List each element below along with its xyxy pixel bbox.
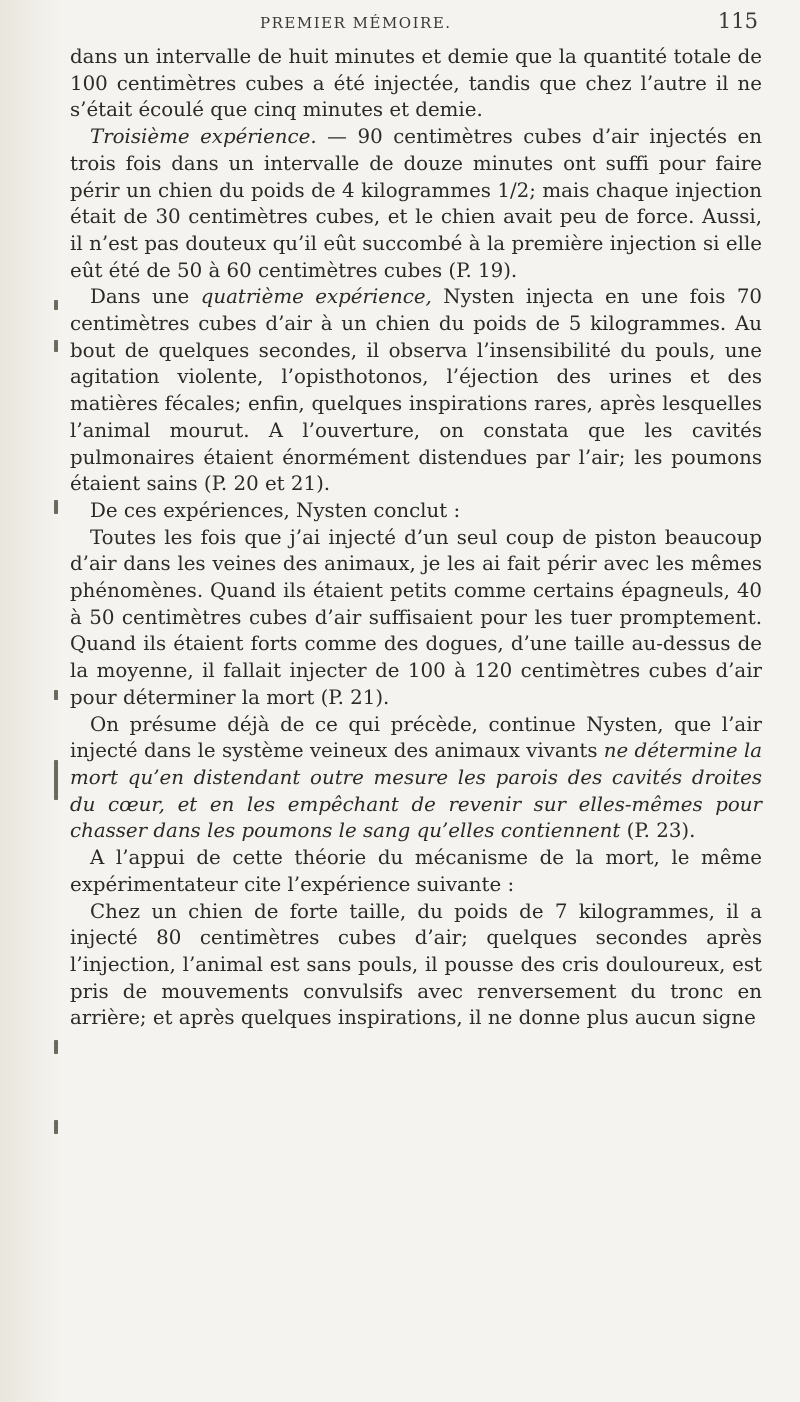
- text-run: dans un intervalle de huit minutes et demie que la quantité totale de 100 centimètres cubes a été injectée, tandis que chez l’autre il ne s’était écoulé que cinq minutes et demie.: [70, 45, 762, 122]
- paragraph: [70, 44, 762, 124]
- paragraph: [70, 124, 762, 284]
- body-text: [70, 44, 762, 1032]
- gutter-mark: [54, 1120, 58, 1134]
- text-run: A l’appui de cette théorie du mécanisme de la mort, le même expérimentateur cite l’expérience suivante :: [70, 846, 762, 896]
- italic-text: Troisième expérience.: [90, 125, 317, 149]
- paragraph: [70, 284, 762, 498]
- italic-text: ne détermine la mort qu’en distendant outre mesure les parois des cavités droites du cœur, et en les empêchant de revenir sur elles-mêmes pour chasser dans les poumons le sang qu’elles contiennent: [70, 739, 762, 843]
- paragraph: [70, 712, 762, 846]
- text-run: — 90 centimètres cubes d’air injectés en trois fois dans un intervalle de douze minutes ont suffi pour faire périr un chien du poids de 4 kilogrammes 1/2; mais chaque injection était de 30 centimètres cubes, et le chien avait peu de force. Aussi, il n’est pas douteux qu’il eût succombé à la première injection si elle eût été de 50 à 60 centimètres cubes (P. 19).: [70, 125, 763, 282]
- text-run: On présume déjà de ce qui précède, continue Nysten, que l’air injecté dans le système veineux des animaux vivants: [70, 712, 762, 763]
- gutter-mark: [54, 1040, 58, 1054]
- paragraph: [70, 899, 762, 1033]
- text-run: Dans une: [90, 285, 201, 309]
- page-header: [60, 6, 760, 40]
- gutter-mark: [54, 300, 58, 310]
- text-run: Toutes les fois que j’ai injecté d’un seul coup de piston beaucoup d’air dans les veines des animaux, je les ai fait périr avec les mêmes phénomènes. Quand ils étaient petits comme certains épagneuls, 40 à 50 centimètres cubes d’air suffisaient pour les tuer promptement. Quand ils étaient forts comme des dogues, d’une taille au-dessus de la moyenne, il fallait injecter de 100 à 120 centimètres cubes d’air pour déterminer la mort (P. 21).: [70, 525, 762, 709]
- gutter-mark: [54, 690, 58, 700]
- paragraph: [70, 525, 762, 712]
- page-number: 115: [717, 9, 758, 33]
- italic-text: quatrième expérience,: [200, 285, 432, 309]
- text-run: (P. 23).: [620, 819, 696, 843]
- paragraph: [70, 498, 762, 525]
- gutter-mark: [54, 340, 58, 352]
- text-run: Nysten injecta en une fois 70 centimètres cubes d’air à un chien du poids de 5 kilogrammes. Au bout de quelques secondes, il observa l’insensibilité du pouls, une agitation violente, l’opisthotonos, l’éjection des urines et des matières fécales; enfin, quelques inspirations rares, après lesquelles l’animal mourut. A l’ouverture, on constata que les cavités pulmonaires étaient énormément distendues par l’air; les poumons étaient sains (P. 20 et 21).: [70, 285, 763, 496]
- text-run: De ces expériences, Nysten conclut :: [90, 498, 461, 522]
- page-gutter: [0, 0, 60, 1402]
- running-head: PREMIER MÉMOIRE.: [260, 14, 452, 32]
- text-run: Chez un chien de forte taille, du poids de 7 kilogrammes, il a injecté 80 centimètres cubes d’air; quelques secondes après l’injection, l’animal est sans pouls, il pousse des cris douloureux, est pris de mouvements convulsifs avec renversement du tronc en arrière; et après quelques inspirations, il ne donne plus aucun signe: [70, 899, 762, 1030]
- gutter-mark: [54, 760, 58, 800]
- paragraph: [70, 845, 762, 898]
- gutter-mark: [54, 500, 58, 514]
